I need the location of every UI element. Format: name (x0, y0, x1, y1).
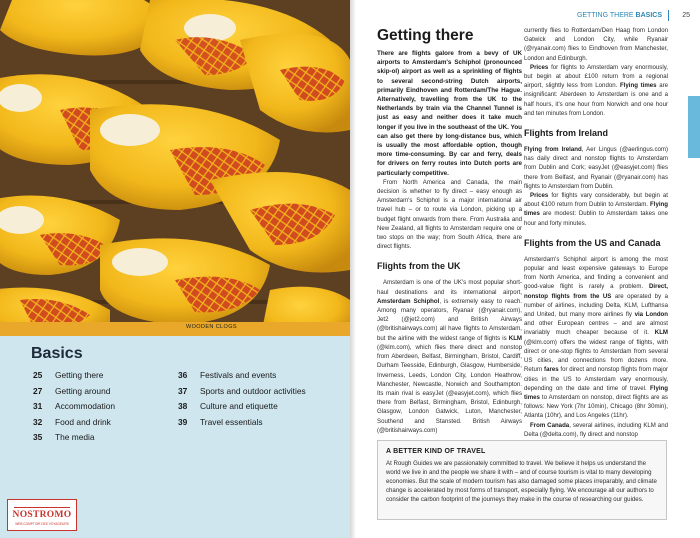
toc-label: Travel essentials (200, 416, 263, 427)
section-thumb-tab (688, 96, 700, 158)
toc-page-number: 39 (178, 416, 188, 427)
box-body: At Rough Guides we are passionately committed to travel. We believe it helps us understand the world we live in and the people we share it with – and of course tourism is vital to many developing economies. But the scale of modern tourism has also damaged some places irreparably, and climate change is accelerated by most forms of transport, especially flying. We encourage all our authors to consider the carbon footprint of the journeys they make in the course of researching our guides. (386, 460, 657, 504)
running-head-part: BASICS (635, 12, 662, 19)
wooden-clogs-photo (0, 0, 350, 335)
text-run-bold: via London (634, 311, 668, 319)
running-head-section: GETTING THERE (576, 12, 634, 19)
box-title: A BETTER KIND OF TRAVEL (386, 448, 486, 455)
toc-item[interactable] (178, 368, 306, 384)
text-run: (@klm.com), which flies there direct and nonstop from Aberdeen, Belfast, Birmingham, Bristol, Cardiff, Durham Teesside, Edinburgh, Glasgow, Humberside, Inverness, Leeds, London City, London Heathrow, Manchester, Newcastle, Norwich and Southampton. Its main rival is easyJet (@easyjet.com), which flies there from Belfast, Birmingham, Bristol, Edinburgh, Glasgow, London Gatwick, Luton, Manchester, Southend and Stansted. British Airways (@britishairways.com) (377, 343, 522, 434)
text-run-bold: KLM (654, 329, 668, 337)
article-paragraph (377, 278, 522, 434)
text-run-bold: Prices (530, 63, 549, 71)
toc-label: Accommodation (55, 401, 116, 412)
toc-page-number: 38 (178, 401, 188, 412)
toc-left-column (33, 368, 115, 446)
toc-page-number: 31 (33, 401, 43, 412)
toc-page-number: 35 (33, 432, 43, 443)
logo-rule (14, 503, 70, 508)
text-run-bold: fares (544, 366, 559, 374)
text-run: to Amsterdam on nonstop, direct flights are as follows: New York (7hr 10min), Chicago (8hr 30min), Atlanta (10hr), and Los Angeles (11hr). (524, 393, 668, 420)
toc-item[interactable] (178, 384, 306, 400)
text-run: are modest: Dublin to Amsterdam takes one hour and forty minutes. (524, 210, 668, 227)
toc-page-number: 37 (178, 385, 188, 396)
nostromo-logo (7, 499, 77, 531)
toc-item[interactable] (178, 415, 306, 431)
toc-item[interactable] (33, 368, 115, 384)
logo-name: NOSTROMO (12, 510, 72, 520)
article-paragraph (524, 421, 668, 439)
text-run: are operated by a number of airlines, including Delta, KLM, Lufthansa and United, but many more airlines fly (524, 292, 668, 319)
toc-item[interactable] (33, 415, 115, 431)
article-paragraph (524, 145, 668, 191)
logo-tagline: WEB COMPTOIR DES VOYAGEURS (15, 522, 69, 526)
toc-item[interactable] (33, 399, 115, 415)
text-run: for direct and nonstop flights from major cities in the US to Amsterdam vary enormously, depending on the date and time of travel. (524, 366, 668, 392)
text-run-bold: Flying times (524, 384, 668, 401)
better-travel-box (377, 440, 667, 520)
text-run: for flights vary considerably, but begin at about €100 return from Dublin to Amsterdam. (524, 192, 668, 209)
toc-page-number: 36 (178, 370, 188, 380)
text-run: for flights to Amsterdam vary enormously, but begin at about £100 return from a regional airport, slightly less from London. (524, 63, 668, 90)
toc-label: Culture and etiquette (200, 401, 278, 412)
article-paragraph: currently flies to Rotterdam/Den Haag from London Gatwick and London City, while Ryanair (@ryanair.com) flies to Eindhoven from Manchester, London and Edinburgh. (524, 27, 668, 62)
toc-page-number: 27 (33, 385, 43, 396)
spine-shadow (350, 0, 356, 538)
section-heading-us-canada: Flights from the US and Canada (524, 237, 661, 248)
article-paragraph: From North America and Canada, the main decision is whether to fly direct – easy enough as Amsterdam's Schiphol is a major international air travel hub – or to route via London, picking up a budget flight onwards from there. From Australia and New Zealand, all flights to Amsterdam require one or two stops on the way; from South Africa, there are direct flights. (377, 178, 522, 251)
article-paragraph (524, 191, 668, 228)
article-column-1 (377, 24, 522, 435)
toc-page-number: 32 (33, 416, 43, 427)
text-run: and other European centres – and are almost invariably much cheaper because of it. (524, 320, 668, 337)
section-heading-ireland: Flights from Ireland (524, 128, 609, 139)
clogs-illustration (0, 0, 350, 335)
text-run-bold: From Canada (530, 421, 570, 429)
toc-item[interactable] (33, 430, 115, 446)
text-run: are insignificant: Aberdeen to Amsterdam is one and a half hours, it's one hour from Norwich and one hour and ten minutes from London. (524, 82, 668, 117)
text-run: , several airlines, including KLM and Delta (@delta.com), fly direct and nonstop (524, 421, 668, 438)
article-column-2 (524, 26, 668, 439)
toc-item[interactable] (33, 384, 115, 400)
text-run: , is extremely easy to reach. Among many operators, Ryanair (@ryanair.com), Jet2 (@jet2.com) and British Airways (@britishairways.com) all have flights to Amsterdam, but the airline with the widest range of flights is (377, 297, 522, 342)
text-run: (@klm.com) offers the widest range of flights, with direct or one-stop flights to Amsterdam from several US cities, and connections from dozens more. Return (524, 338, 668, 374)
toc-right-column (178, 368, 306, 430)
running-head-divider (668, 10, 669, 21)
text-run-bold: KLM (508, 334, 522, 342)
toc-label: Getting there (55, 370, 104, 380)
photo-caption: WOODEN CLOGS (186, 324, 237, 330)
article-paragraph (524, 255, 668, 421)
caption-band (0, 322, 350, 336)
toc-label: Getting around (55, 385, 111, 396)
section-heading-uk: Flights from the UK (377, 261, 461, 272)
page-number: 25 (682, 12, 690, 19)
text-run-bold: Amsterdam Schiphol (377, 297, 440, 305)
article-title: Getting there (377, 27, 474, 44)
text-run: Amsterdam's Schiphol airport is among the most popular and least expensive gateways to Europe from North America, and finding a convenient and good-value flight is rarely a problem. (524, 255, 668, 291)
text-run: , Aer Lingus (@aerlingus.com) has daily direct and nonstop flights to Amsterdam from Dublin and Cork; easyJet (@easyjet.com) flies there from Belfast, and Ryanair (@ryanair.com) has flights to Amsterdam from Dublin. (524, 146, 668, 190)
toc-item[interactable] (178, 399, 306, 415)
running-head (577, 12, 662, 19)
toc-label: Sports and outdoor activities (200, 385, 306, 396)
contents-title: Basics (31, 345, 83, 362)
toc-label: Food and drink (55, 416, 111, 427)
text-run-bold: Flying from Ireland (524, 146, 582, 154)
toc-label: Festivals and events (200, 370, 277, 380)
toc-page-number: 25 (33, 370, 43, 380)
article-intro: There are flights galore from a bevy of UK airports to Amsterdam's Schiphol (pronounced skip-ol) airport as well as a sprinkling of flights to several second-string Dutch airports, primarily Eindhoven and Rotterdam/The Hague. Alternatively, travelling from the UK to the Netherlands by train via the Channel Tunnel is just as easy and neither does it take much longer if you live in the southeast of the UK. You can also get there by long-distance bus, which is usually the most affordable option, though more time-consuming. By car and ferry, deals for drivers on ferry routes into Dutch ports are particularly competitive. (377, 50, 522, 177)
text-run: Amsterdam is one of the UK's most popular short-haul destinations and its international airport, (377, 279, 522, 296)
text-run-bold: Prices (530, 192, 549, 200)
toc-label: The media (55, 432, 95, 443)
text-run-bold: Direct, nonstop flights from the US (524, 283, 668, 300)
text-run-bold: Flying times (524, 201, 668, 218)
article-paragraph (524, 63, 668, 118)
text-run-bold: Flying times (619, 82, 657, 90)
